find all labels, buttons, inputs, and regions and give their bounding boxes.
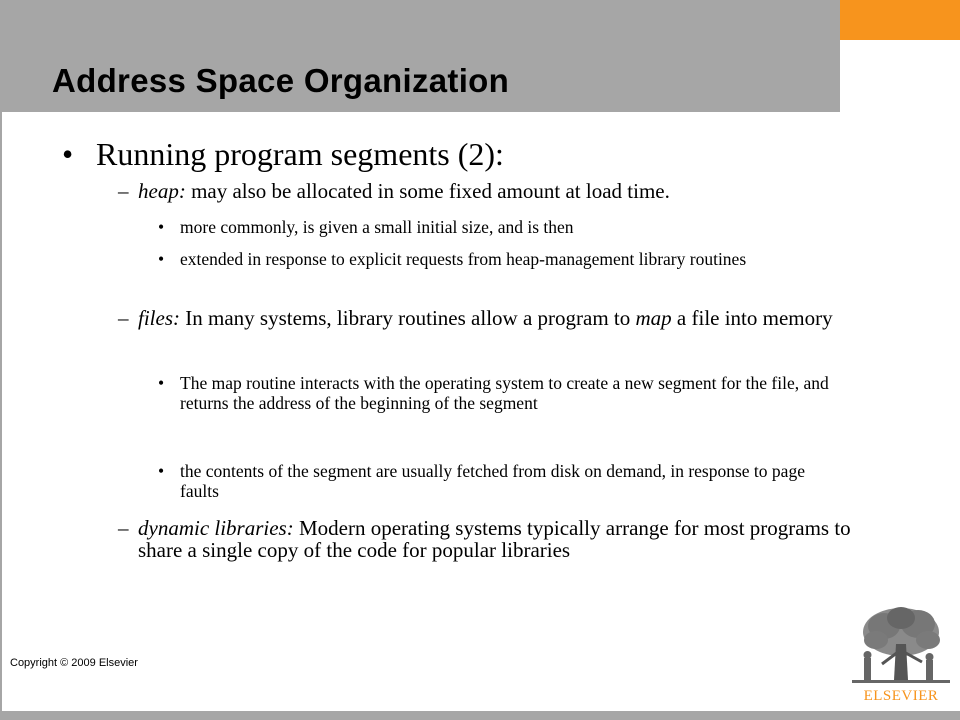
sub-sub-item bbox=[158, 217, 848, 237]
files-description-start: In many systems, library routines allow a program to bbox=[180, 306, 636, 330]
term-files: files: bbox=[138, 306, 180, 330]
accent-block bbox=[840, 0, 960, 40]
map-word: map bbox=[635, 306, 672, 330]
elsevier-logo bbox=[846, 602, 956, 708]
bullet-glyph: • bbox=[62, 136, 74, 172]
sub-item-files bbox=[118, 307, 858, 329]
slide-title: Address Space Organization bbox=[52, 62, 510, 99]
sub-item-heap bbox=[118, 180, 858, 202]
sub-sub-item bbox=[158, 249, 828, 269]
bullet-glyph: • bbox=[158, 217, 165, 237]
bullet-glyph: • bbox=[158, 249, 165, 269]
heap-description: may also be allocated in some fixed amount at load time. bbox=[185, 179, 670, 203]
dash-glyph: – bbox=[118, 516, 129, 540]
sub-item-text bbox=[138, 180, 858, 202]
logo-wordmark: ELSEVIER bbox=[863, 688, 939, 704]
sub-item-text bbox=[138, 517, 858, 561]
sub-sub-item-text: the contents of the segment are usually fetched from disk on demand, in response to page faults bbox=[180, 461, 805, 501]
elsevier-tree-logo-icon bbox=[846, 602, 956, 688]
sub-sub-item-text: more commonly, is given a small initial size, and is then bbox=[180, 217, 574, 237]
dash-glyph: – bbox=[118, 306, 129, 330]
sub-sub-item bbox=[158, 373, 848, 413]
sub-sub-item-text: extended in response to explicit requests from heap-management library routines bbox=[180, 249, 747, 269]
dash-glyph: – bbox=[118, 179, 129, 203]
files-description-end: a file into memory bbox=[671, 306, 833, 330]
footer-bar bbox=[0, 711, 960, 720]
main-bullet-text: Running program segments (2): bbox=[96, 136, 504, 172]
copyright-notice: Copyright © 2009 Elsevier bbox=[10, 657, 138, 669]
sub-sub-item-text: The map routine interacts with the operating system to create a new segment for the file, and returns the address of the beginning of the segment bbox=[180, 373, 829, 413]
sub-sub-item bbox=[158, 461, 848, 501]
dynamic-libraries-description: Modern operating systems typically arrange for most programs to share a single copy of the code for popular libraries bbox=[138, 516, 851, 562]
bullet-glyph: • bbox=[158, 373, 165, 393]
sub-item-dynamic-libraries bbox=[118, 517, 858, 561]
term-dynamic-libraries: dynamic libraries: bbox=[138, 516, 294, 540]
sub-item-text bbox=[138, 307, 858, 329]
bullet-glyph: • bbox=[158, 461, 165, 481]
term-heap: heap: bbox=[138, 179, 186, 203]
